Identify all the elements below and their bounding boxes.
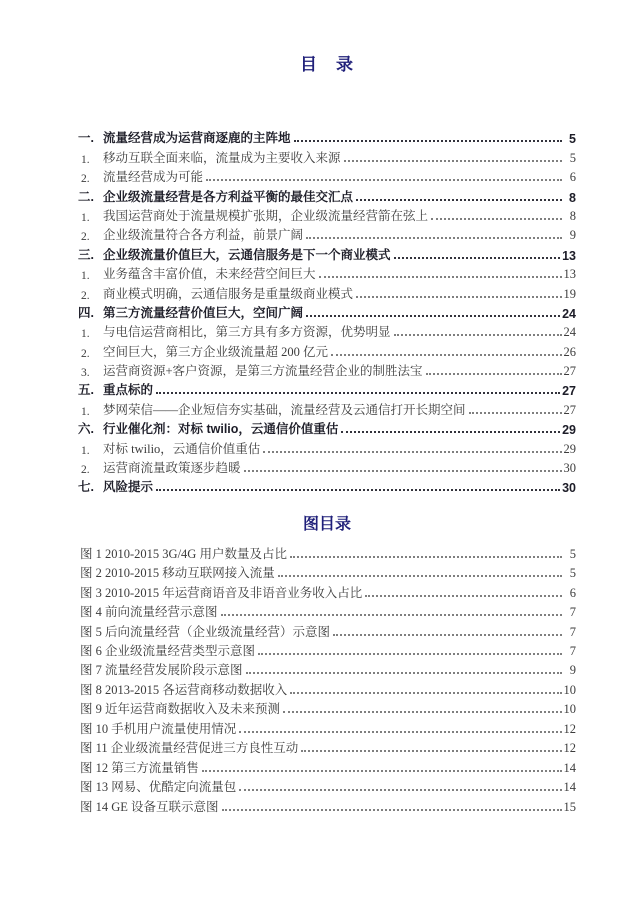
toc-chapter-row xyxy=(78,476,576,495)
toc-sub-row xyxy=(78,205,576,224)
figure-row xyxy=(78,678,576,697)
toc-entry-page: 5 xyxy=(569,132,576,147)
toc-sub-row xyxy=(78,360,576,379)
figure-entry-page: 7 xyxy=(569,644,576,659)
figure-entry-page: 12 xyxy=(563,741,576,756)
toc-entry-number: 六. xyxy=(78,422,94,437)
dotted-leader xyxy=(246,672,562,674)
toc-entry-number: 2. xyxy=(81,289,90,302)
toc-entry-number: 一. xyxy=(78,131,94,146)
toc-entry-label: 梦网荣信——企业短信夯实基础，流量经营及云通信打开长期空间 xyxy=(103,402,466,417)
dotted-leader xyxy=(365,595,562,597)
toc-entry-number: 四. xyxy=(78,305,94,320)
dotted-leader xyxy=(344,160,562,162)
figure-row xyxy=(78,737,576,756)
toc-entry-number: 二. xyxy=(78,189,94,204)
toc-entry-label: 商业模式明确，云通信服务是重量级商业模式 xyxy=(103,286,354,301)
figure-entry-page: 15 xyxy=(563,799,576,814)
toc-entry-number: 1. xyxy=(81,444,90,457)
toc-entry-page: 30 xyxy=(562,481,576,496)
figure-row xyxy=(78,756,576,775)
dotted-leader xyxy=(294,140,562,142)
figure-entry-label: 图 2 2010-2015 移动互联网接入流量 xyxy=(80,566,275,581)
toc-entry-label: 风险提示 xyxy=(103,480,154,495)
figure-row xyxy=(78,601,576,620)
toc-sub-row xyxy=(78,224,576,243)
toc-entry-page: 9 xyxy=(569,228,576,243)
figure-entry-page: 10 xyxy=(563,682,576,697)
figure-entry-label: 图 14 GE 设备互联示意图 xyxy=(80,799,219,814)
toc-sub-row xyxy=(78,282,576,301)
figure-row xyxy=(78,581,576,600)
toc-sub-row xyxy=(78,457,576,476)
figure-entry-label: 图 12 第三方流量销售 xyxy=(80,760,199,775)
toc-entry-label: 运营商资源+客户资源，是第三方流量经营企业的制胜法宝 xyxy=(103,364,423,379)
toc-entry-number: 1. xyxy=(81,405,90,418)
toc-entry-number: 2. xyxy=(81,231,90,244)
toc-entry-number: 1. xyxy=(81,328,90,341)
dotted-leader xyxy=(222,809,562,811)
toc-sub-row xyxy=(78,398,576,417)
dotted-leader xyxy=(258,653,562,655)
figure-entry-label: 图 3 2010-2015 年运营商语音及非语音业务收入占比 xyxy=(80,585,363,600)
dotted-leader xyxy=(394,334,562,336)
toc-entry-page: 8 xyxy=(569,208,576,223)
figure-row xyxy=(78,620,576,639)
dotted-leader xyxy=(333,634,562,636)
dotted-leader xyxy=(156,489,560,491)
figure-entry-label: 图 1 2010-2015 3G/4G 用户数量及占比 xyxy=(80,546,287,561)
toc-chapter-row xyxy=(78,418,576,437)
figure-entry-label: 图 4 前向流量经营示意图 xyxy=(80,605,218,620)
figure-entry-label: 图 9 近年运营商数据收入及未来预测 xyxy=(80,702,281,717)
figure-entry-page: 9 xyxy=(569,663,576,678)
toc-title: 目 录 xyxy=(300,55,354,74)
dotted-leader xyxy=(319,276,562,278)
figure-entry-label: 图 11 企业级流量经营促进三方良性互动 xyxy=(80,741,299,756)
toc-entry-label: 空间巨大，第三方企业级流量超 200 亿元 xyxy=(103,344,329,359)
toc-chapter-row xyxy=(78,185,576,204)
toc-entry-page: 8 xyxy=(569,190,576,205)
dotted-leader xyxy=(356,296,561,298)
toc-entry-label: 企业级流量符合各方利益，前景广阔 xyxy=(103,228,304,243)
toc-entry-page: 29 xyxy=(562,423,576,438)
toc-chapter-row xyxy=(78,127,576,146)
toc-sub-row xyxy=(78,146,576,165)
figure-entry-label: 图 13 网易、优酷定向流量包 xyxy=(80,780,237,795)
dotted-leader xyxy=(290,556,562,558)
toc-entry-number: 2. xyxy=(81,464,90,477)
figure-entry-page: 14 xyxy=(563,780,576,795)
figure-entry-page: 7 xyxy=(569,605,576,620)
toc-sub-row xyxy=(78,437,576,456)
figure-entry-page: 7 xyxy=(569,624,576,639)
figure-entry-page: 6 xyxy=(569,585,576,600)
figure-row xyxy=(78,776,576,795)
dotted-leader xyxy=(426,373,562,375)
figure-row xyxy=(78,659,576,678)
figure-entry-label: 图 6 企业级流量经营类型示意图 xyxy=(80,644,256,659)
toc-entry-number: 1. xyxy=(81,270,90,283)
toc-entry-page: 13 xyxy=(562,248,576,263)
figure-row xyxy=(78,795,576,814)
dotted-leader xyxy=(469,412,562,414)
toc-entry-label: 流量经营成为可能 xyxy=(103,170,204,185)
dotted-leader xyxy=(331,354,561,356)
toc-entry-label: 与电信运营商相比，第三方具有多方资源，优势明显 xyxy=(103,325,391,340)
toc-sub-row xyxy=(78,321,576,340)
figure-entry-page: 10 xyxy=(563,702,576,717)
toc-entry-page: 5 xyxy=(569,150,576,165)
toc-entry-page: 26 xyxy=(563,344,576,359)
toc-entry-page: 30 xyxy=(563,461,576,476)
dotted-leader xyxy=(156,392,560,394)
toc-entry-number: 2. xyxy=(81,173,90,186)
toc-entry-number: 3. xyxy=(81,367,90,380)
figure-row xyxy=(78,562,576,581)
toc-entry-page: 27 xyxy=(563,364,576,379)
toc-entry-label: 移动互联全面来临，流量成为主要收入来源 xyxy=(103,150,341,165)
toc-entry-page: 24 xyxy=(563,325,576,340)
toc-entry-label: 对标 twilio，云通信价值重估 xyxy=(103,441,261,456)
toc-entry-page: 24 xyxy=(562,306,576,321)
toc-entry-page: 29 xyxy=(563,441,576,456)
toc-entry-page: 27 xyxy=(562,384,576,399)
figure-row xyxy=(78,717,576,736)
toc-entry-page: 13 xyxy=(563,267,576,282)
dotted-leader xyxy=(306,237,562,239)
toc-entry-label: 流量经营成为运营商逐鹿的主阵地 xyxy=(103,131,291,146)
dotted-leader xyxy=(221,614,562,616)
figure-row xyxy=(78,640,576,659)
toc-entry-label: 我国运营商处于流量规模扩张期，企业级流量经营箭在弦上 xyxy=(103,208,429,223)
toc-sub-row xyxy=(78,166,576,185)
figure-entry-label: 图 5 后向流量经营（企业级流量经营）示意图 xyxy=(80,624,331,639)
dotted-leader xyxy=(290,692,561,694)
toc-entry-label: 第三方流量经营价值巨大，空间广阔 xyxy=(103,305,304,320)
toc-chapter-row xyxy=(78,243,576,262)
dotted-leader xyxy=(244,470,562,472)
figure-entry-label: 图 8 2013-2015 各运营商移动数据收入 xyxy=(80,682,288,697)
toc-sub-row xyxy=(78,263,576,282)
figure-row xyxy=(78,542,576,561)
figure-row xyxy=(78,698,576,717)
toc-entry-number: 七. xyxy=(78,480,94,495)
toc-entry-page: 19 xyxy=(563,286,576,301)
dotted-leader xyxy=(206,179,562,181)
dotted-leader xyxy=(301,750,561,752)
dotted-leader xyxy=(239,789,561,791)
toc-list xyxy=(78,127,576,495)
toc-entry-number: 2. xyxy=(81,347,90,360)
figure-entry-page: 14 xyxy=(563,760,576,775)
figure-entry-label: 图 7 流量经营发展阶段示意图 xyxy=(80,663,243,678)
dotted-leader xyxy=(278,575,562,577)
toc-entry-label: 运营商流量政策逐步趋暖 xyxy=(103,461,241,476)
toc-sub-row xyxy=(78,340,576,359)
figure-entry-page: 5 xyxy=(569,546,576,561)
toc-entry-label: 企业级流量经营是各方利益平衡的最佳交汇点 xyxy=(103,189,354,204)
dotted-leader xyxy=(431,218,562,220)
dotted-leader xyxy=(394,257,561,259)
toc-chapter-row xyxy=(78,379,576,398)
toc-entry-label: 行业催化剂：对标 twilio，云通信价值重估 xyxy=(103,422,339,437)
dotted-leader xyxy=(283,711,561,713)
toc-entry-number: 三. xyxy=(78,247,94,262)
toc-chapter-row xyxy=(78,302,576,321)
figure-entry-page: 12 xyxy=(563,721,576,736)
dotted-leader xyxy=(356,199,562,201)
toc-entry-number: 1. xyxy=(81,211,90,224)
toc-entry-number: 1. xyxy=(81,153,90,166)
figure-list xyxy=(78,542,576,814)
toc-entry-label: 业务蕴含丰富价值，未来经营空间巨大 xyxy=(103,267,316,282)
dotted-leader xyxy=(239,731,561,733)
toc-entry-number: 五. xyxy=(78,383,94,398)
dotted-leader xyxy=(263,451,561,453)
figure-entry-page: 5 xyxy=(569,566,576,581)
toc-entry-page: 27 xyxy=(563,402,576,417)
toc-entry-label: 重点标的 xyxy=(103,383,154,398)
figures-title: 图目录 xyxy=(302,516,351,534)
dotted-leader xyxy=(341,431,560,433)
figure-entry-label: 图 10 手机用户流量使用情况 xyxy=(80,721,237,736)
toc-entry-page: 6 xyxy=(569,170,576,185)
dotted-leader xyxy=(306,315,560,317)
toc-entry-label: 企业级流量价值巨大，云通信服务是下一个商业模式 xyxy=(103,247,391,262)
dotted-leader xyxy=(202,770,562,772)
